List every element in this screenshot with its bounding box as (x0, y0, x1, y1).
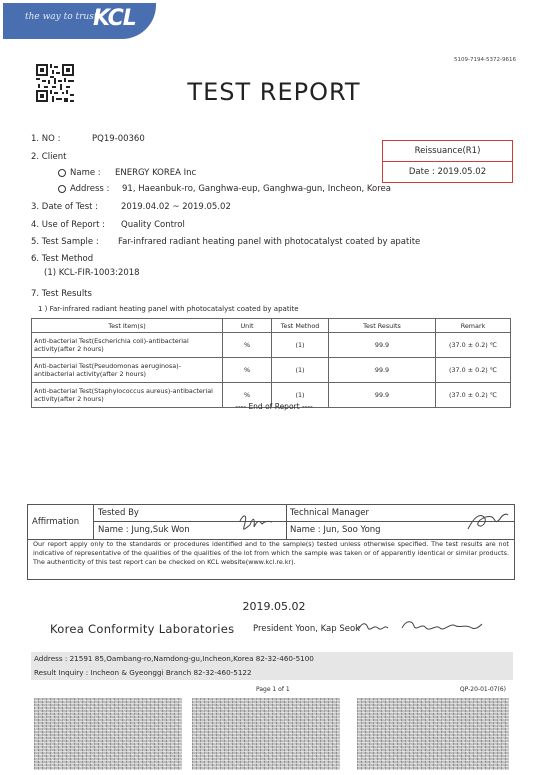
cell-test-item: Anti-bacterial Test(Pseudomonas aeruginosa)-antibacterial activity(after 2 hours) (32, 358, 223, 383)
test-method-label: 6. Test Method (31, 254, 94, 264)
client-label: 2. Client (31, 152, 67, 162)
cell-remark: (37.0 ± 0.2) ℃ (436, 358, 511, 383)
cell-test-item: Anti-bacterial Test(Staphylococcus aureus)-antibacterial activity(after 2 hours) (32, 383, 223, 408)
manager-signature-icon (464, 507, 510, 535)
divider (93, 505, 94, 539)
header-test-items: Test Item(s) (32, 319, 223, 333)
laboratory-name: Korea Conformity Laboratories (50, 622, 235, 636)
end-of-report: ---- End of Report ---- (235, 402, 313, 411)
cell-test-item: Anti-bacterial Test(Escherichia coli)-antibacterial activity(after 2 hours) (32, 333, 223, 358)
cell-unit: % (223, 333, 272, 358)
page-number: Page 1 of 1 (256, 686, 290, 693)
test-sample-value: Far-infrared radiant heating panel with photocatalyst coated by apatite (118, 237, 421, 247)
security-pattern (357, 698, 509, 770)
lab-address: Address : 21591 85,Oambang-ro,Namdong-gu,Incheon,Korea 82-32-460-5100 (34, 654, 314, 663)
table-row (32, 358, 511, 383)
cell-unit: % (223, 358, 272, 383)
table-row (32, 333, 511, 358)
client-name-value: ENERGY KOREA Inc (115, 168, 197, 178)
cell-method: (1) (272, 333, 329, 358)
tester-signature-icon (238, 509, 278, 535)
client-name-row (58, 168, 101, 178)
date-of-test-value: 2019.04.02 ~ 2019.05.02 (121, 202, 231, 212)
client-address-row (58, 184, 109, 194)
tagline: the way to trust (25, 12, 98, 22)
kcl-banner (3, 3, 156, 39)
use-of-report-value: Quality Control (121, 220, 185, 230)
cell-method: (1) (272, 383, 329, 408)
test-sample-label: 5. Test Sample : (31, 237, 99, 247)
header-test-results: Test Results (329, 319, 436, 333)
document-number: 5109-7194-5372-9616 (454, 57, 516, 63)
use-of-report-label: 4. Use of Report : (31, 220, 106, 230)
kcl-logo: KCL (93, 6, 136, 31)
manager-name: Name : Jun, Soo Yong (290, 525, 381, 535)
technical-manager-label: Technical Manager (290, 508, 369, 518)
reissuance-box (382, 140, 513, 183)
tested-by-label: Tested By (98, 508, 139, 518)
security-pattern (192, 698, 340, 770)
president-name: President Yoon, Kap Seok (253, 624, 361, 634)
client-name-label: Name : (70, 168, 101, 178)
report-no-value: PQ19-00360 (92, 134, 145, 144)
test-method-value: (1) KCL-FIR-1003:2018 (44, 268, 140, 278)
client-address-label: Address : (70, 184, 110, 194)
table-header-row (32, 319, 511, 333)
circle-bullet-icon (58, 169, 66, 177)
address-block (31, 652, 513, 680)
affirmation-box (27, 504, 515, 540)
tester-name: Name : Jung,Suk Won (98, 525, 190, 535)
cell-result: 99.9 (329, 358, 436, 383)
client-address-value: 91, Haeanbuk-ro, Ganghwa-eup, Ganghwa-gun, Incheon, Korea (122, 184, 391, 194)
reissuance-label: Reissuance(R1) (414, 146, 481, 156)
cell-result: 99.9 (329, 383, 436, 408)
test-results-subtitle: 1 ) Far-infrared radiant heating panel with photocatalyst coated by apatite (38, 305, 299, 313)
cell-remark: (37.0 ± 0.2) ℃ (436, 333, 511, 358)
security-pattern (34, 698, 182, 770)
form-code: QP-20-01-07(6) (459, 686, 506, 693)
divider (286, 505, 287, 539)
reissuance-date: Date : 2019.05.02 (383, 161, 512, 182)
cell-unit: % (223, 383, 272, 408)
test-results-label: 7. Test Results (31, 289, 92, 299)
report-no-label: 1. NO : (31, 134, 61, 144)
disclaimer-box (27, 538, 515, 580)
circle-bullet-icon (58, 185, 66, 193)
issue-date: 2019.05.02 (242, 600, 306, 613)
result-inquiry: Result Inquiry : Incheon & Gyeonggi Branch 82-32-460-5122 (34, 668, 252, 677)
cell-method: (1) (272, 358, 329, 383)
header-test-method: Test Method (272, 319, 329, 333)
president-signature-icon (356, 616, 484, 638)
affirmation-label: Affirmation (32, 517, 80, 527)
cell-result: 99.9 (329, 333, 436, 358)
report-title: TEST REPORT (187, 78, 361, 106)
cell-remark: (37.0 ± 0.2) ℃ (436, 383, 511, 408)
disclaimer-text: Our report apply only to the standards or procedures identified and to the sample(s) tested unless otherwise specified. The test results are not indicative of representative of the qualities of the qualities of the lot from which the sample was taken or of apparently identical or similar products. The authenticity of this test report can be checked on KCL website(www.kcl.re.kr). (33, 540, 509, 566)
header-unit: Unit (223, 319, 272, 333)
date-of-test-label: 3. Date of Test : (31, 202, 99, 212)
header-remark: Remark (436, 319, 511, 333)
results-table (31, 318, 511, 408)
